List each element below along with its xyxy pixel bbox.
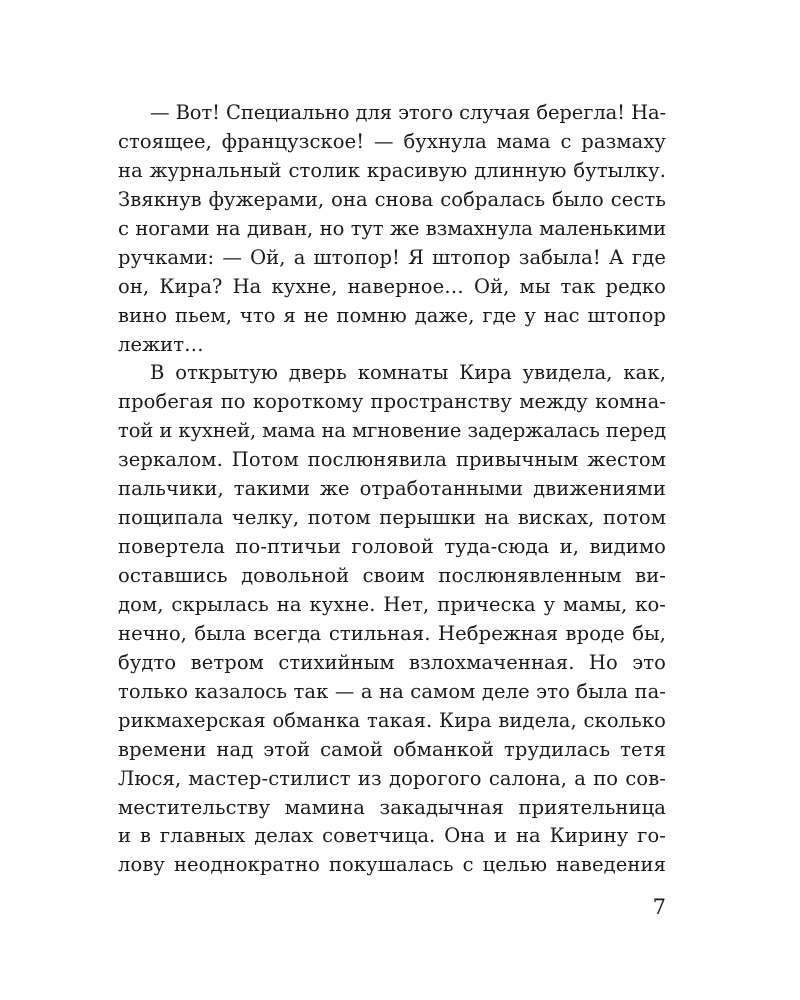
text-line: с ногами на диван, но тут же взмахнула маленькими	[118, 216, 666, 240]
text-line: Люся, мастер-стилист из дорогого салона, а по сов-	[118, 766, 666, 790]
text-line: рикмахерская обманка такая. Кира видела, сколько	[118, 708, 666, 732]
text-line: лежит…	[118, 332, 204, 356]
text-line: на журнальный столик красивую длинную бутылку.	[118, 158, 666, 182]
paragraph-2	[118, 359, 666, 880]
text-line: времени над этой самой обманкой трудилась тетя	[118, 737, 666, 761]
text-line: только казалось так — а на самом деле это была па-	[118, 679, 666, 703]
text-line: Звякнув фужерами, она снова собралась было сесть	[118, 187, 666, 211]
text-line: он, Кира? На кухне, наверное… Ой, мы так редко	[118, 274, 666, 298]
text-line: В открытую дверь комнаты Кира увидела, как,	[150, 361, 666, 385]
text-line: лову неоднократно покушалась с целью наведения	[118, 853, 666, 877]
text-line: повертела по-птичьи головой туда-сюда и, видимо	[118, 535, 666, 559]
text-line: стоящее, французское! — бухнула мама с размаху	[118, 129, 666, 153]
text-line: дом, скрылась на кухне. Нет, прическа у мамы, ко-	[118, 592, 666, 616]
text-line: и в главных делах советчица. Она и на Кирину го-	[118, 824, 666, 848]
text-line: нечно, была всегда стильная. Небрежная вроде бы,	[118, 621, 666, 645]
text-line: местительству мамина закадычная приятельница	[118, 795, 666, 819]
text-line: пальчики, такими же отработанными движениями	[118, 477, 666, 501]
text-line: пробегая по короткому пространству между комна-	[118, 390, 666, 414]
text-line: вино пьем, что я не помню даже, где у нас штопор	[118, 303, 666, 327]
text-line: — Вот! Специально для этого случая берегла! На-	[150, 101, 666, 124]
page-number: 7	[652, 895, 666, 919]
text-line: той и кухней, мама на мгновение задержалась перед	[118, 419, 666, 443]
text-line: оставшись довольной своим послюнявленным ви-	[118, 564, 666, 587]
text-line: будто ветром стихийным взлохмаченная. Но это	[118, 650, 666, 674]
paragraph-1	[118, 99, 666, 359]
page-text-body	[118, 99, 666, 880]
text-line: зеркалом. Потом послюнявила привычным жестом	[118, 448, 666, 472]
text-line: пощипала челку, потом перышки на висках, потом	[118, 506, 666, 530]
text-line: ручками: — Ой, а штопор! Я штопор забыла! А где	[118, 245, 666, 269]
